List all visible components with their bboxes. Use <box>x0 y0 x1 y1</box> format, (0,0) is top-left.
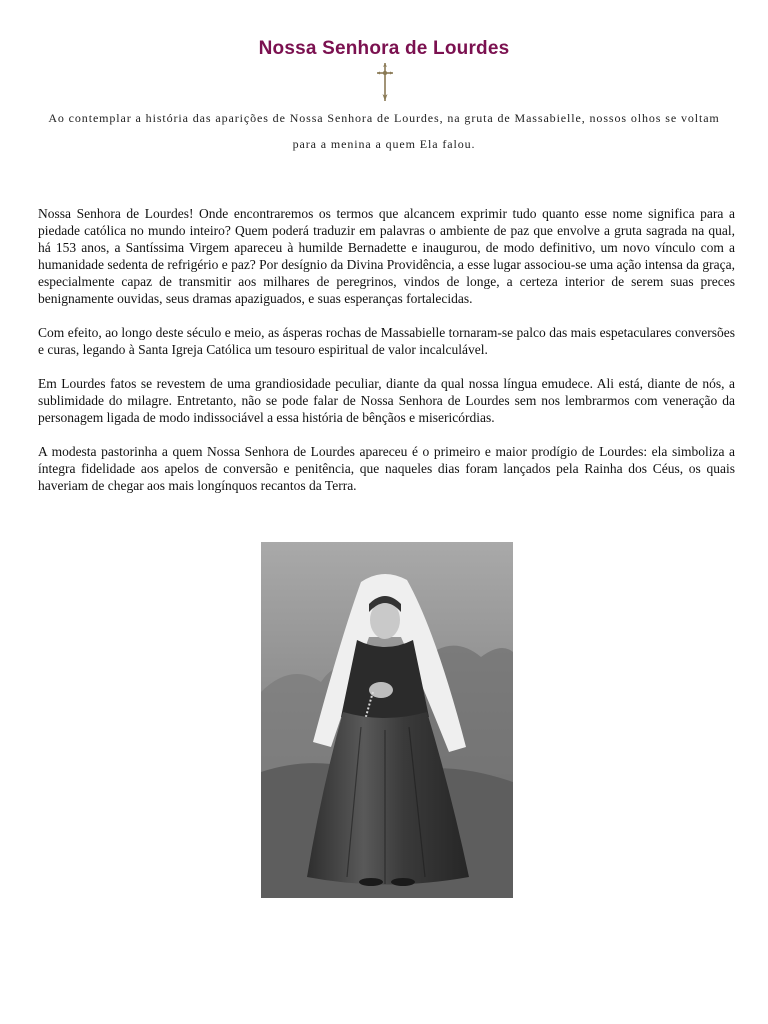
paragraph: Nossa Senhora de Lourdes! Onde encontraremos os termos que alcancem exprimir tudo quanto esse nome significa para a piedade católica no mundo inteiro? Quem poderá traduzir em palavras o ambiente de paz que envolve a gruta sagrada na qual, há 153 anos, a Santíssima Virgem apareceu à humilde Bernadette e inaugurou, de modo definitivo, um novo vínculo com a humanidade sedenta de refrigério e paz? Por desígnio da Divina Providência, a esse lugar associou-se uma ação intensa da graça, especialmente capaz de transmitir aos milhares de peregrinos, vindos de longe, a certeza interior de serem suas preces benignamente ouvidas, seus dramas apaziguados, e suas esperanças fortalecidas. <box>38 206 735 306</box>
cross-icon <box>373 62 397 102</box>
paragraph: Com efeito, ao longo deste século e meio, as ásperas rochas de Massabielle tornaram-se palco das mais espetaculares conversões e curas, legando à Santa Igreja Católica um tesouro espiritual de valor incalculável. <box>38 325 735 357</box>
page-title: Nossa Senhora de Lourdes <box>258 38 510 59</box>
article-body <box>38 205 735 511</box>
paragraph: A modesta pastorinha a quem Nossa Senhora de Lourdes apareceu é o primeiro e maior prodígio de Lourdes: ela simboliza a íntegra fidelidade aos apelos de conversão e penitência, que naqueles dias foram lançados pela Rainha dos Céus, os quais haveriam de chegar aos mais longínquos recantos da Terra. <box>38 444 735 493</box>
portrait-photo <box>261 542 513 898</box>
paragraph: Em Lourdes fatos se revestem de uma grandiosidade peculiar, diante da qual nossa língua emudece. Ali está, diante de nós, a sublimidade do milagre. Entretanto, não se pode falar de Nossa Senhora de Lourdes sem nos lembrarmos com veneração da personagem ligada de modo indissociável a essa história de bênçãos e misericórdias. <box>38 376 735 425</box>
subtitle: Ao contemplar a história das aparições de Nossa Senhora de Lourdes, na gruta de Massabielle, nossos olhos se voltam para a menina a quem Ela falou. <box>48 111 720 151</box>
